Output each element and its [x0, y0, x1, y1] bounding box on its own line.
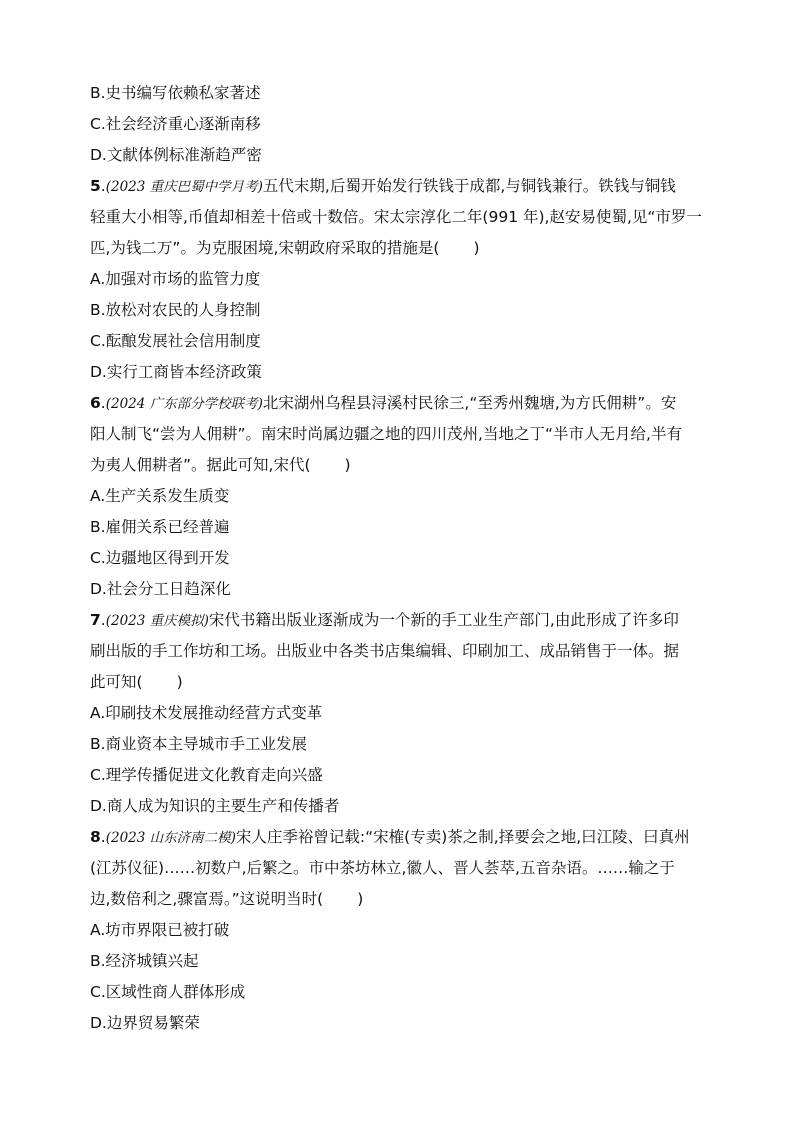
question-stem: 为夷人佣耕者”。据此可知,宋代( [90, 456, 311, 474]
option-b: B.雇佣关系已经普遍 [90, 518, 230, 536]
document-page [90, 78, 705, 1039]
option-a: A.加强对市场的监管力度 [90, 270, 261, 288]
option-c: C.理学传播促进文化教育走向兴盛 [90, 766, 323, 784]
option-b: B.放松对农民的人身控制 [90, 301, 261, 319]
option-d: D.实行工商皆本经济政策 [90, 363, 262, 381]
question-stem: (江苏仪征)……初数户,后繁之。市中茶坊林立,徽人、晋人荟萃,五音杂语。……输之于 [90, 859, 675, 877]
question-stem: 五代末期,后蜀开始发行铁钱于成都,与铜钱兼行。铁钱与铜钱 [262, 177, 676, 195]
question-source: (2023 重庆模拟) [105, 613, 209, 629]
option-a: A.坊市界限已被打破 [90, 921, 230, 939]
question-stem: 匹,为钱二万”。为克服困境,宋朝政府采取的措施是( [90, 239, 440, 257]
option-d: D.商人成为知识的主要生产和传播者 [90, 797, 340, 815]
option-a: A.印刷技术发展推动经营方式变革 [90, 704, 323, 722]
question-stem: 阳人制飞“尝为人佣耕”。南宋时尚属边疆之地的四川茂州,当地之丁“半市人无月给,半有 [90, 425, 682, 443]
question-8: 8.(2023 山东济南二模)宋人庄季裕曾记载:“宋榷(专卖)茶之制,择要会之地,曰江陵、曰真州 (江苏仪征)……初数户,后繁之。市中茶坊林立,徽人、晋人荟萃,五音杂语。……输之于 边,数倍利之,骤富焉。”这说明当时( ) A.坊市界限已被打破 B.经济城镇兴起 C.区域性商人群体形成 D.边界贸易繁荣 [90, 822, 705, 1039]
question-7: 7.(2023 重庆模拟)宋代书籍出版业逐渐成为一个新的手工业生产部门,由此形成了许多印 刷出版的手工作坊和工场。出版业中各类书店集编辑、印刷加工、成品销售于一体。据 此可知( ) A.印刷技术发展推动经营方式变革 B.商业资本主导城市手工业发展 C.理学传播促进文化教育走向兴盛 D.商人成为知识的主要生产和传播者 [90, 605, 705, 822]
option-b: B.商业资本主导城市手工业发展 [90, 735, 308, 753]
option-b: B.经济城镇兴起 [90, 952, 199, 970]
question-source: (2024 广东部分学校联考) [105, 396, 263, 412]
question-stem: 刷出版的手工作坊和工场。出版业中各类书店集编辑、印刷加工、成品销售于一体。据 [90, 642, 680, 660]
question-6: 6.(2024 广东部分学校联考)北宋湖州乌程县浔溪村民徐三,“至秀州魏塘,为方氏佣耕”。安 阳人制飞“尝为人佣耕”。南宋时尚属边疆之地的四川茂州,当地之丁“半市人无月给,半有 为夷人佣耕者”。据此可知,宋代( ) A.生产关系发生质变 B.雇佣关系已经普遍 C.边疆地区得到开发 D.社会分工日趋深化 [90, 388, 705, 605]
question-stem: 边,数倍利之,骤富焉。”这说明当时( [90, 890, 324, 908]
option-a: A.生产关系发生质变 [90, 487, 230, 505]
question-number: 7 [90, 611, 101, 629]
option-d: D.边界贸易繁荣 [90, 1014, 200, 1032]
option-c: C.区域性商人群体形成 [90, 983, 246, 1001]
option-c: C.酝酿发展社会信用制度 [90, 332, 261, 350]
option-c: C.边疆地区得到开发 [90, 549, 230, 567]
question-stem: 北宋湖州乌程县浔溪村民徐三,“至秀州魏塘,为方氏佣耕”。安 [262, 394, 677, 412]
question-source: (2023 山东济南二模) [105, 830, 236, 846]
option-d: D.文献体例标准渐趋严密 [90, 146, 262, 164]
option-c: C.社会经济重心逐渐南移 [90, 115, 261, 133]
question-stem: 此可知( [90, 673, 143, 691]
question-stem: 宋代书籍出版业逐渐成为一个新的手工业生产部门,由此形成了许多印 [208, 611, 679, 629]
question-source: (2023 重庆巴蜀中学月考) [105, 179, 263, 195]
question-stem: 轻重大小相等,币值却相差十倍或十数倍。宋太宗淳化二年(991 年),赵安易使蜀,见“市罗一 [90, 208, 702, 226]
question-number: 6 [90, 394, 101, 412]
question-5: 5.(2023 重庆巴蜀中学月考)五代末期,后蜀开始发行铁钱于成都,与铜钱兼行。铁钱与铜钱 轻重大小相等,币值却相差十倍或十数倍。宋太宗淳化二年(991 年),赵安易使蜀,见“市罗一 匹,为钱二万”。为克服困境,宋朝政府采取的措施是( ) A.加强对市场的监管力度 B.放松对农民的人身控制 C.酝酿发展社会信用制度 D.实行工商皆本经济政策 [90, 171, 705, 388]
question-number: 8 [90, 828, 101, 846]
option-d: D.社会分工日趋深化 [90, 580, 231, 598]
question-stem: 宋人庄季裕曾记载:“宋榷(专卖)茶之制,择要会之地,曰江陵、曰真州 [235, 828, 690, 846]
option-b: B.史书编写依赖私家著述 [90, 84, 261, 102]
question-number: 5 [90, 177, 101, 195]
